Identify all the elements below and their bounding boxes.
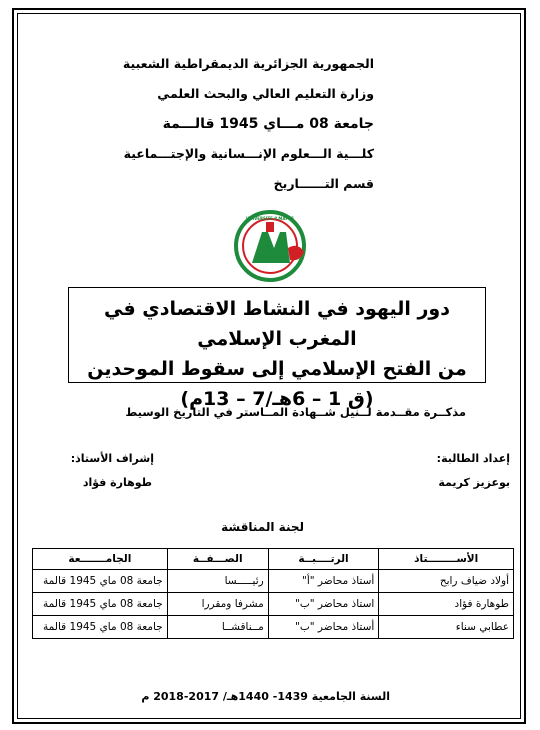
header-role: الصـــفــة: [167, 549, 268, 570]
table-row: [33, 616, 514, 639]
table-row: [33, 570, 514, 593]
prepared-label: إعداد الطالبة:: [436, 452, 510, 465]
logo-text: UNIVERSITE 8 MAI 45: [246, 216, 294, 221]
cell-rank: استاذ محاضر "ب": [268, 593, 379, 616]
cell-rank: أستاذ محاضر "أ": [268, 570, 379, 593]
cell-role: مشرفا ومقررا: [167, 593, 268, 616]
cell-university: جامعة 08 ماي 1945 قالمة: [33, 616, 168, 639]
cell-rank: أستاذ محاضر "ب": [268, 616, 379, 639]
header-university: الجامـــــــعة: [33, 549, 168, 570]
table-row: [33, 593, 514, 616]
header-professor: الأســــــــتاذ: [379, 549, 514, 570]
cell-university: جامعة 08 ماي 1945 قالمة: [33, 593, 168, 616]
department-line: قسم التــــــاريخ: [273, 176, 374, 191]
republic-line: الجمهورية الجزائرية الديمقراطية الشعبية: [122, 56, 374, 71]
title-line-1: دور اليهود في النشاط الاقتصادي في المغرب الإسلامي: [104, 298, 450, 350]
header-rank: الرتــــبــة: [268, 549, 379, 570]
academic-year: السنة الجامعية 1439- 1440هـ/ 2017-2018 م: [141, 690, 390, 703]
title-line-2: من الفتح الإسلامي إلى سقوط الموحدين: [87, 358, 467, 380]
student-name: بوعزيز كريمة: [438, 476, 510, 489]
cell-professor: عطابي سناء: [379, 616, 514, 639]
cell-role: مــناقشــا: [167, 616, 268, 639]
title-line-3: (ق 1 – 6هـ/7 – 13م): [180, 388, 374, 410]
supervisor-label: إشراف الأستاذ:: [70, 452, 154, 465]
committee-header-row: [33, 549, 514, 570]
memo-text: مذكــرة مقــدمة لــنيل شــهادة المــاستر في التاريخ الوسيط: [125, 405, 466, 419]
cell-professor: طوهارة فؤاد: [379, 593, 514, 616]
faculty-line: كلـــية الـــعلوم الإنـــسانية والإجتـــماعية: [123, 146, 374, 161]
cell-university: جامعة 08 ماي 1945 قالمة: [33, 570, 168, 593]
university-line: جامعة 08 مـــاي 1945 قالـــمة: [162, 116, 374, 132]
ministry-line: وزارة التعليم العالي والبحث العلمي: [157, 86, 374, 101]
supervisor-name: طوهارة فؤاد: [82, 476, 152, 489]
thesis-title-box: [68, 287, 486, 410]
cell-role: رئيـــــسا: [167, 570, 268, 593]
committee-table: [32, 548, 514, 639]
committee-title: لجنة المناقشة: [221, 520, 304, 534]
cell-professor: أولاد ضياف رابح: [379, 570, 514, 593]
university-logo: [232, 208, 312, 282]
